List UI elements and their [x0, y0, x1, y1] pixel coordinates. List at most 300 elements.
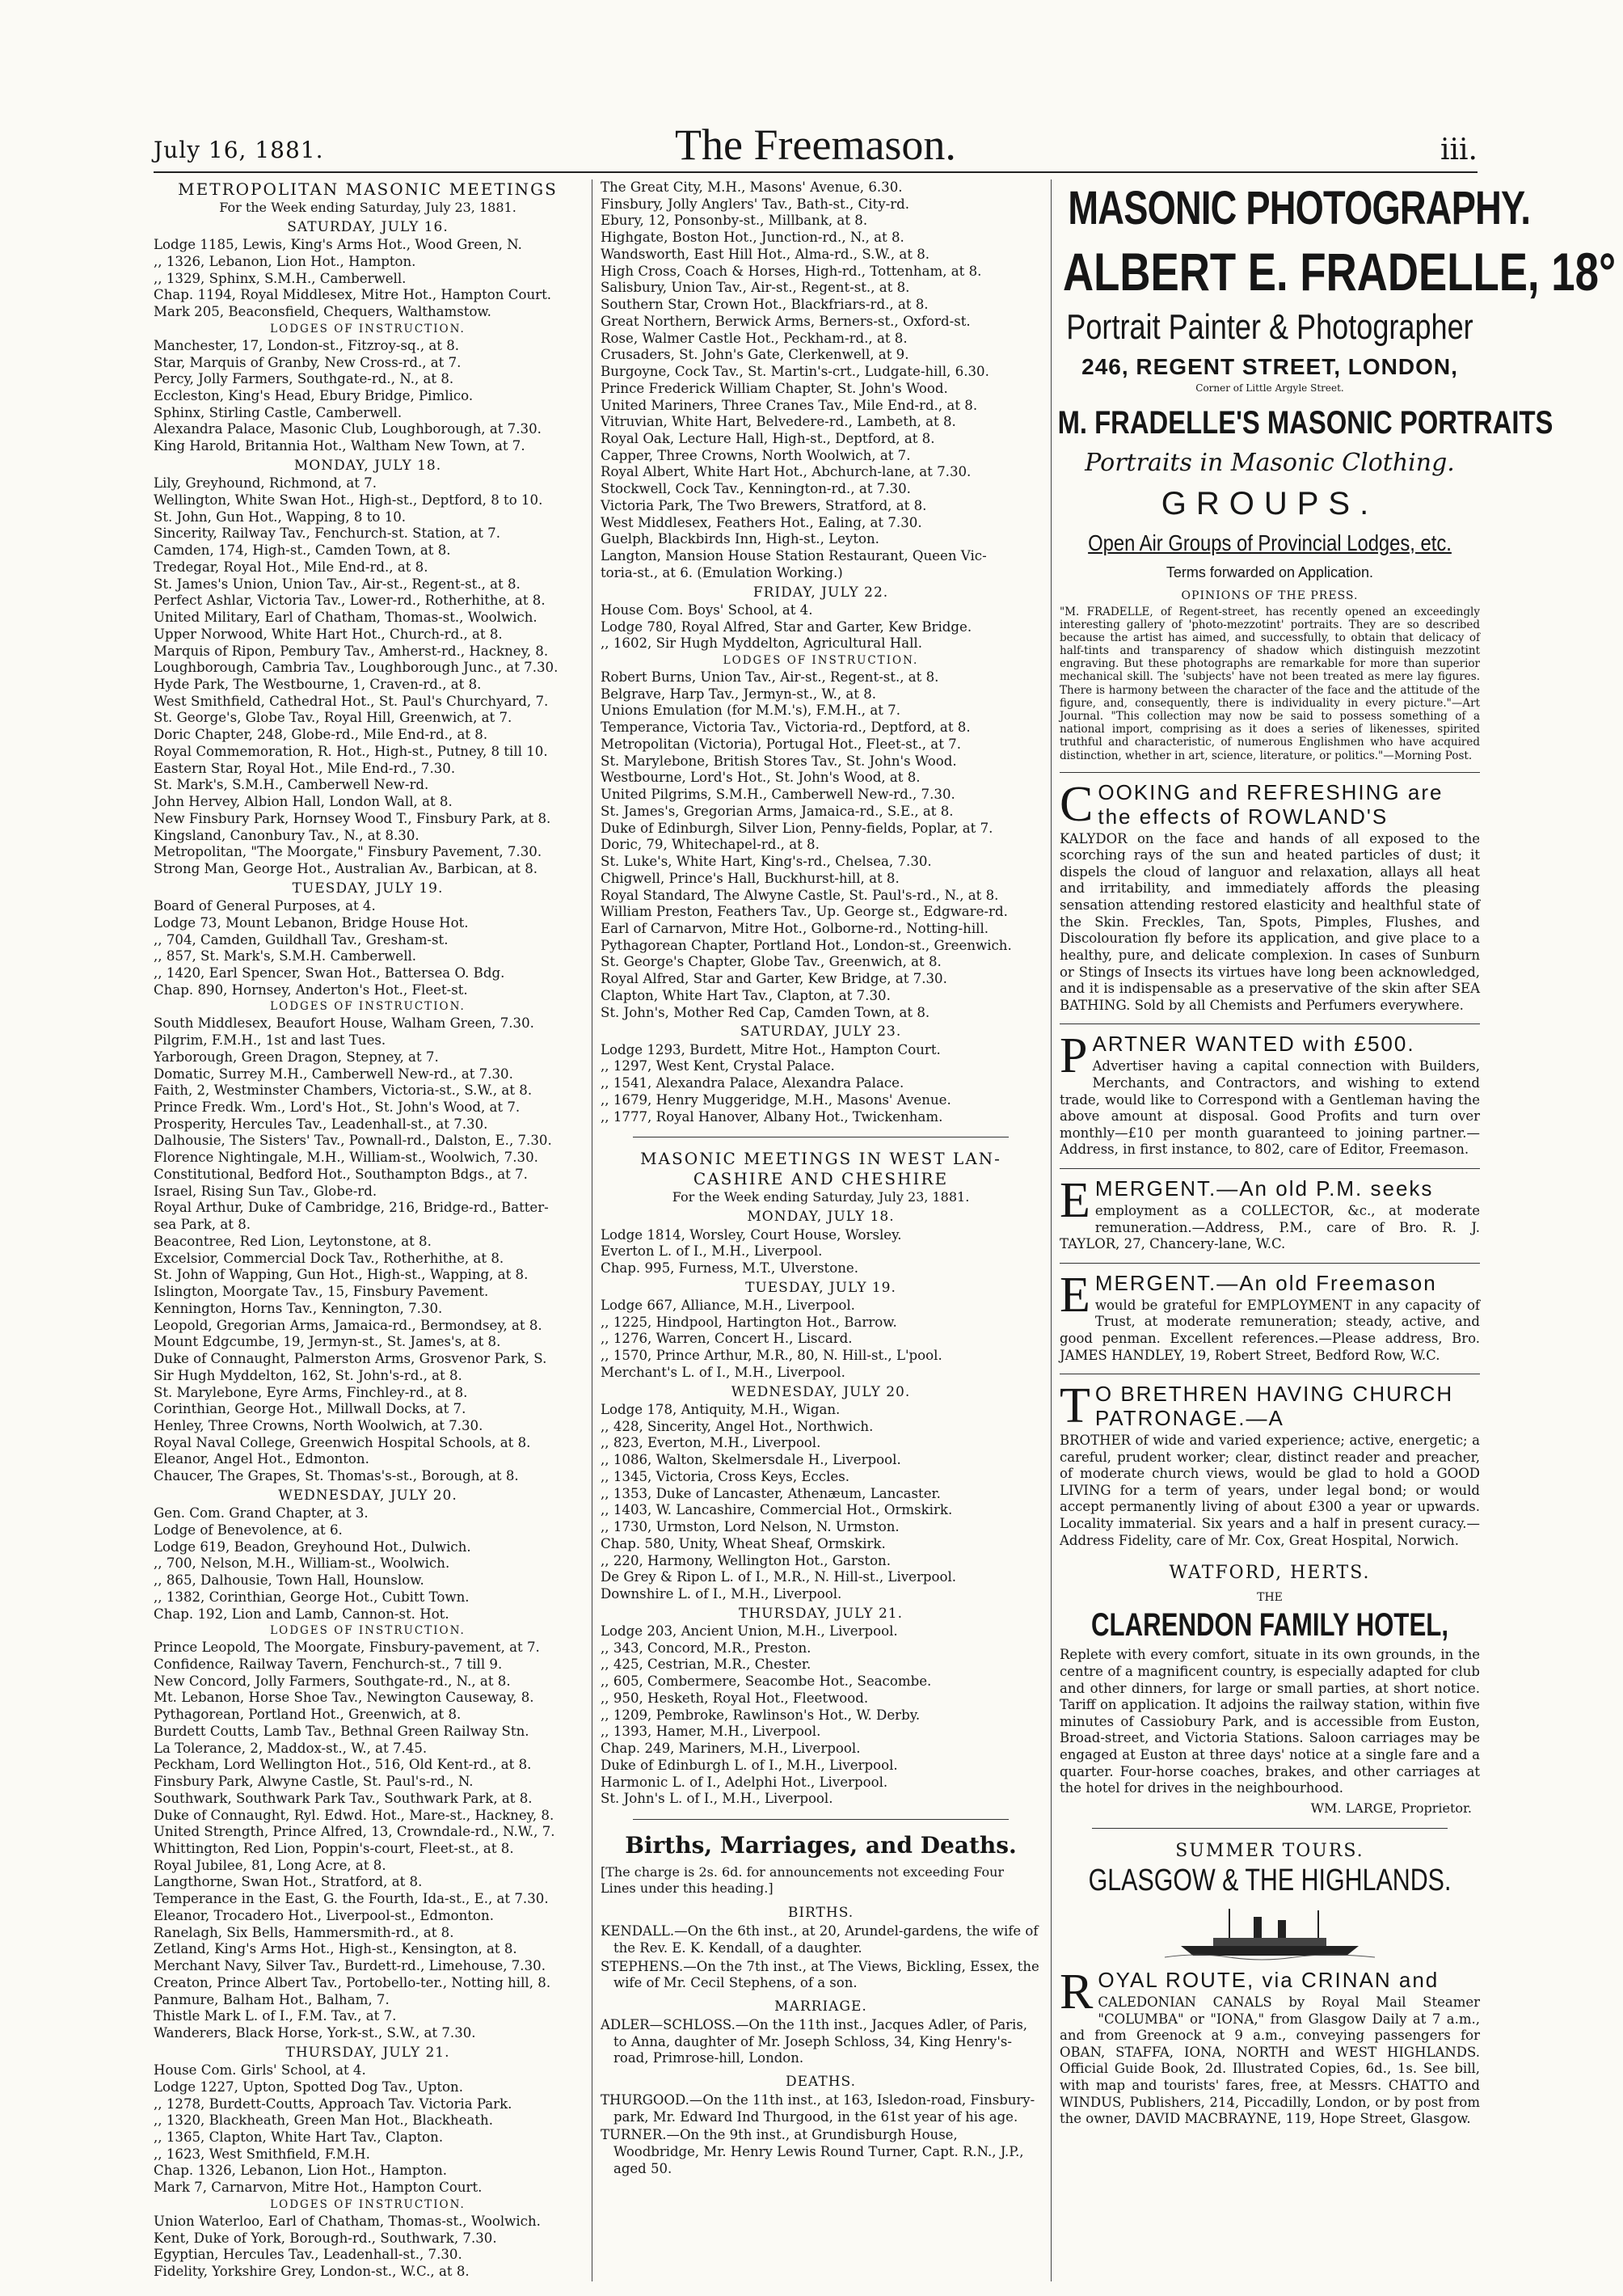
meeting-entry: St. George's Chapter, Globe Tav., Greenwich, at 8.: [601, 954, 942, 970]
meeting-entry: Star, Marquis of Granby, New Cross-rd., at 7.: [154, 354, 462, 370]
meeting-entry: Lodge 667, Alliance, M.H., Liverpool.: [601, 1298, 855, 1313]
meeting-entry: ,, 1086, Walton, Skelmersdale H., Liverpool.: [601, 1452, 901, 1468]
portraits-title: M. FRADELLE'S MASONIC PORTRAITS: [1057, 405, 1553, 441]
meeting-entry: United Strength, Prince Alfred, 13, Crowndale-rd., N.W., 7.: [154, 1824, 555, 1840]
meeting-entry: Prosperity, Hercules Tav., Leadenhall-st., at 7.30.: [154, 1116, 488, 1132]
meeting-entry: St. John's, Mother Red Cap, Camden Town, at 8.: [601, 1004, 930, 1020]
meeting-entry: The Great City, M.H., Masons' Avenue, 6.30.: [601, 179, 903, 195]
drop-cap: E: [1060, 1267, 1090, 1323]
meeting-entry: Lodge 619, Beadon, Greyhound Hot., Dulwich.: [154, 1538, 471, 1555]
meeting-entry: Finsbury Park, Alwyne Castle, St. Paul's-rd., N.: [154, 1774, 474, 1790]
open-air-groups: Open Air Groups of Provincial Lodges, etc.: [1088, 530, 1452, 555]
meeting-entry: ,, 950, Hesketh, Royal Hot., Fleetwood.: [601, 1690, 869, 1706]
meeting-entry: Sincerity, Railway Tav., Fenchurch-st. Station, at 7.: [154, 525, 500, 542]
meeting-entry: Mark 7, Carnarvon, Mitre Hot., Hampton Court.: [154, 2180, 483, 2196]
day-heading: TUESDAY, JULY 19.: [292, 880, 444, 897]
photographer-role: Portrait Painter & Photographer: [1066, 307, 1473, 347]
meeting-list: [601, 1402, 1041, 1603]
meeting-entry: Yarborough, Green Dragon, Stepney, at 7.: [154, 1049, 439, 1065]
meeting-entry: Ranelagh, Six Bells, Hammersmith-rd., at 8.: [154, 1924, 454, 1940]
meeting-entry: ,, 1353, Duke of Lancaster, Athenæum, Lancaster.: [601, 1485, 941, 1501]
meeting-entry: Perfect Ashlar, Victoria Tav., Lower-rd., Rotherhithe, at 8.: [154, 593, 546, 609]
meeting-entry: Highgate, Boston Hot., Junction-rd., N., at 8.: [601, 230, 904, 246]
partner-heading: ARTNER WANTED with £500.: [1092, 1032, 1415, 1057]
meeting-entry: Sir Hugh Myddelton, 162, St. John's-rd., at 8.: [154, 1367, 462, 1383]
meeting-entry: John Hervey, Albion Hall, London Wall, at 8.: [154, 794, 453, 810]
meeting-entry: ,, 857, St. Mark's, S.M.H. Camberwell.: [154, 948, 417, 964]
meeting-entry: Manchester, 17, London-st., Fitzroy-sq., at 8.: [154, 337, 460, 353]
royal-route-text: CALEDONIAN CANALS by Royal Mail Steamer "COLUMBA" or "IONA," from Glasgow Daily at 7 a.m., and from Greenock at 9 a.m., conveying passengers for OBAN, STAFFA, IONA, NORTH and WEST HIGHLANDS. Official Guide Book, 2d. Illustrated Copies, 6d., 1s. See bill, with map and tourists' fares, free, at Messrs. CHATTO and WINDUS, Publishers, 214, Piccadilly, London, or by post from the owner, DAVID MACBRAYNE, 119, Hope Street, Glasgow.: [1060, 1994, 1480, 2127]
photography-title: MASONIC PHOTOGRAPHY.: [1068, 182, 1531, 234]
meeting-entry: United Pilgrims, S.M.H., Camberwell New-rd., 7.30.: [601, 787, 955, 803]
meeting-entry: Pythagorean, Portland Hot., Greenwich, at 8.: [154, 1707, 462, 1723]
meeting-entry: Burdett Coutts, Lamb Tav., Bethnal Green Railway Stn.: [154, 1723, 529, 1739]
emergent-heading-1: MERGENT.—An old P.M. seeks: [1094, 1176, 1434, 1201]
brethren-advert: [1060, 1374, 1480, 1549]
meeting-entry: ,, 1297, West Kent, Crystal Palace.: [601, 1058, 835, 1074]
meeting-entry: Chap. 1194, Royal Middlesex, Mitre Hot., Hampton Court.: [154, 287, 552, 303]
meeting-entry: ,, 1382, Corinthian, George Hot., Cubitt Town.: [154, 1589, 470, 1605]
emergent-text-1: employment as a COLLECTOR, &c., at moderate remuneration.—Address, P.M., care of Bro. R. J. TAYLOR, 27, Chancery-lane, W.C.: [1060, 1202, 1480, 1252]
meeting-entry: ,, 1570, Prince Arthur, M.R., 80, N. Hill-st., L'pool.: [601, 1348, 942, 1364]
meeting-list: [601, 669, 1041, 1021]
meeting-entry: St. Mark's, S.M.H., Camberwell New-rd.: [154, 777, 429, 793]
meeting-entry: Clapton, White Hart Tav., Clapton, at 7.30.: [601, 987, 891, 1003]
meeting-entry: St. James's Union, Union Tav., Air-st., Regent-st., at 8.: [154, 576, 521, 592]
meeting-entry: Chap. 890, Hornsey, Anderton's Hot., Fleet-st.: [154, 981, 468, 998]
meeting-entry: Chap. 249, Mariners, M.H., Liverpool.: [601, 1741, 861, 1757]
portraits-subtitle: Portraits in Masonic Clothing.: [1085, 449, 1455, 477]
hotel-proprietor: WM. LARGE, Proprietor.: [1310, 1800, 1472, 1816]
death-entry: THURGOOD.—On the 11th inst., at 163, Isledon-road, Finsbury-park, Mr. Edward Ind Thurgood, in the 61st year of his age.: [601, 2092, 1035, 2125]
meeting-entry: Vitruvian, White Hart, Belvedere-rd., Lambeth, at 8.: [601, 414, 956, 430]
meeting-entry: Faith, 2, Westminster Chambers, Victoria-st., S.W., at 8.: [154, 1083, 533, 1099]
meeting-entry: Islington, Moorgate Tav., 15, Finsbury Pavement.: [154, 1284, 489, 1300]
instruction-heading: LODGES OF INSTRUCTION.: [270, 2197, 466, 2211]
meeting-entry: ,, 1679, Henry Muggeridge, M.H., Masons' Avenue.: [601, 1091, 951, 1108]
meeting-entry: Tredegar, Royal Hot., Mile End-rd., at 8.: [154, 559, 428, 575]
marriage-heading: MARRIAGE.: [774, 1998, 867, 2015]
meeting-entry: Chap. 580, Unity, Wheat Sheaf, Ormskirk.: [601, 1535, 886, 1551]
photographer-address: 246, REGENT STREET, LONDON,: [1081, 354, 1458, 379]
day-heading: FRIDAY, JULY 22.: [752, 584, 889, 601]
meeting-list: [601, 602, 1041, 652]
meeting-entry: Alexandra Palace, Masonic Club, Loughborough, at 7.30.: [154, 421, 542, 437]
meeting-entry: ,, 1623, West Smithfield, F.M.H.: [154, 2146, 370, 2162]
meeting-entry: ,, 1209, Pembroke, Rawlinson's Hot., W. Derby.: [601, 1707, 921, 1723]
hotel-name: CLARENDON FAMILY HOTEL,: [1090, 1607, 1449, 1644]
address-corner: Corner of Little Argyle Street.: [1195, 382, 1344, 394]
meeting-list: [601, 179, 1041, 582]
meeting-entry: Royal Albert, White Hart Hot., Abchurch-lane, at 7.30.: [601, 464, 972, 480]
meeting-entry: Upper Norwood, White Hart Hot., Church-rd., at 8.: [154, 626, 503, 642]
meeting-entry: Chap. 1326, Lebanon, Lion Hot., Hampton.: [154, 2163, 448, 2179]
meeting-entry: Dalhousie, The Sisters' Tav., Pownall-rd., Dalston, E., 7.30.: [154, 1133, 552, 1149]
meeting-entry: ,, 1393, Hamer, M.H., Liverpool.: [601, 1724, 821, 1740]
emergent-advert-1: [1060, 1168, 1480, 1253]
meeting-entry: St. James's, Gregorian Arms, Jamaica-rd., S.E., at 8.: [601, 803, 954, 819]
meeting-entry: Mark 205, Beaconsfield, Chequers, Walthamstow.: [154, 304, 491, 320]
meeting-entry: ,, 220, Harmony, Wellington Hot., Garston.: [601, 1552, 892, 1568]
meeting-entry: Gen. Com. Grand Chapter, at 3.: [154, 1505, 369, 1522]
meeting-entry: Royal Oak, Lecture Hall, High-st., Deptford, at 8.: [601, 431, 935, 447]
steamer-illustration: [1165, 1906, 1375, 1962]
meeting-entry: Temperance, Victoria Tav., Victoria-rd., Deptford, at 8.: [601, 720, 971, 736]
meeting-entry: Robert Burns, Union Tav., Air-st., Regent-st., at 8.: [601, 669, 939, 685]
meeting-entry: Chigwell, Prince's Hall, Buckhurst-hill, at 8.: [601, 870, 900, 886]
day-heading: MONDAY, JULY 18.: [747, 1209, 895, 1226]
meeting-entry: Whittington, Red Lion, Poppin's-court, Fleet-st., at 8.: [154, 1840, 514, 1856]
meeting-list: [601, 1227, 1041, 1277]
meeting-entry: St. John of Wapping, Gun Hot., High-st., Wapping, at 8.: [154, 1267, 529, 1283]
meeting-entry: Excelsior, Commercial Dock Tav., Rotherhithe, at 8.: [154, 1250, 504, 1266]
masthead-title: The Freemason.: [675, 120, 956, 169]
meeting-entry: Lodge 1293, Burdett, Mitre Hot., Hampton Court.: [601, 1041, 941, 1057]
meeting-entry: Unions Emulation (for M.M.'s), F.M.H., at 7.: [601, 703, 900, 719]
meeting-entry: Capper, Three Crowns, North Woolwich, at 7.: [601, 447, 911, 463]
meeting-entry: Panmure, Balham Hot., Balham, 7.: [154, 1991, 390, 2007]
meeting-entry: Kennington, Horns Tav., Kennington, 7.30.: [154, 1300, 443, 1316]
opinions-heading: OPINIONS OF THE PRESS.: [1181, 589, 1359, 602]
meeting-entry: ,, 1365, Clapton, White Hart Tav., Clapton.: [154, 2129, 444, 2145]
meeting-entry: Kent, Duke of York, Borough-rd., Southwark, 7.30.: [154, 2230, 497, 2246]
meeting-entry: Harmonic L. of I., Adelphi Hot., Liverpool.: [601, 1774, 888, 1790]
meeting-entry: Board of General Purposes, at 4.: [154, 898, 376, 914]
meeting-entry: Beacontree, Red Lion, Leytonstone, at 8.: [154, 1233, 432, 1249]
meeting-entry: New Finsbury Park, Hornsey Wood T., Finsbury Park, at 8.: [154, 810, 551, 826]
birth-entry: STEPHENS.—On the 7th inst., at The Views, Bickling, Essex, the wife of Mr. Cecil Stephens, of a son.: [601, 1958, 1039, 1991]
meeting-entry: House Com. Boys' School, at 4.: [601, 601, 813, 618]
meeting-entry: Duke of Edinburgh, Silver Lion, Penny-fields, Poplar, at 7.: [601, 820, 993, 836]
meeting-entry: Great Northern, Berwick Arms, Berners-st., Oxford-st.: [601, 313, 971, 329]
meeting-entry: Earl of Carnarvon, Mitre Hot., Golborne-rd., Notting-hill.: [601, 920, 989, 936]
meeting-entry: Crusaders, St. John's Gate, Clerkenwell, at 9.: [601, 347, 909, 363]
meeting-entry: Prince Leopold, The Moorgate, Finsbury-pavement, at 7.: [154, 1640, 540, 1656]
meeting-entry: Royal Jubilee, 81, Long Acre, at 8.: [154, 1857, 386, 1873]
meeting-entry: Confidence, Railway Tavern, Fenchurch-st., 7 till 9.: [154, 1656, 503, 1672]
meeting-entry: ,, 823, Everton, M.H., Liverpool.: [601, 1435, 821, 1451]
meeting-entry: ,, 1225, Hindpool, Hartington Hot., Barrow.: [601, 1314, 897, 1330]
meeting-entry: Lily, Greyhound, Richmond, at 7.: [154, 475, 377, 492]
meeting-entry: St. Marylebone, Eyre Arms, Finchley-rd., at 8.: [154, 1384, 468, 1400]
meeting-entry: toria-st., at 6. (Emulation Working.): [601, 564, 843, 580]
death-entry: TURNER.—On the 9th inst., at Grundisburgh House, Woodbridge, Mr. Henry Lewis Round Turner, Capt. R.N., J.P., aged 50.: [601, 2127, 1024, 2176]
meeting-entry: ,, 1541, Alexandra Palace, Alexandra Palace.: [601, 1075, 904, 1091]
meeting-entry: De Grey & Ripon L. of I., M.R., N. Hill-st., Liverpool.: [601, 1569, 957, 1585]
meeting-entry: Union Waterloo, Earl of Chatham, Thomas-st., Woolwich.: [154, 2213, 541, 2229]
meeting-entry: ,, 1602, Sir Hugh Myddelton, Agricultural Hall.: [601, 635, 923, 652]
brethren-heading: O BRETHREN HAVING CHURCH PATRONAGE.—A: [1094, 1382, 1454, 1431]
meeting-entry: La Tolerance, 2, Maddox-st., W., at 7.45.: [154, 1740, 428, 1756]
day-heading: THURSDAY, JULY 21.: [285, 2044, 450, 2061]
rowland-advert: [1060, 772, 1480, 1015]
meeting-entry: Lodge 203, Ancient Union, M.H., Liverpool.: [601, 1623, 898, 1639]
meeting-entry: ,, 425, Cestrian, M.R., Chester.: [601, 1657, 812, 1673]
meeting-list: [154, 2214, 582, 2281]
meeting-entry: ,, 1403, W. Lancashire, Commercial Hot., Ormskirk.: [601, 1502, 953, 1518]
lancashire-subtitle: For the Week ending Saturday, July 23, 1881.: [672, 1189, 970, 1205]
meeting-entry: Mount Edgcumbe, 19, Jermyn-st., St. James's, at 8.: [154, 1334, 501, 1350]
meeting-entry: Merchant Navy, Silver Tav., Burdett-rd., Limehouse, 7.30.: [154, 1958, 546, 1974]
meeting-entry: ,, 1420, Earl Spencer, Swan Hot., Battersea O. Bdg.: [154, 965, 505, 981]
meeting-list: [154, 338, 582, 455]
meeting-entry: Israel, Rising Sun Tav., Globe-rd.: [154, 1183, 377, 1199]
drop-cap: T: [1060, 1378, 1090, 1434]
meeting-entry: ,, 1320, Blackheath, Green Man Hot., Blackheath.: [154, 2112, 494, 2129]
meeting-entry: Pilgrim, F.M.H., 1st and last Tues.: [154, 1032, 386, 1049]
meeting-entry: Leopold, Gregorian Arms, Jamaica-rd., Bermondsey, at 8.: [154, 1317, 542, 1333]
meeting-list: [154, 237, 582, 321]
glasgow-heading: GLASGOW & THE HIGHLANDS.: [1088, 1863, 1452, 1898]
partner-text: Advertiser having a capital connection with Builders, Merchants, and Contractors, and wishing to extend trade, would like to Correspond with a Gentleman having the above amount at disposal. Good Profits and turn over monthly—£10 per month guaranteed to joining partner.—Address, in first instance, to 802, care of Editor, Freemason.: [1060, 1058, 1480, 1158]
partner-advert: [1060, 1023, 1480, 1159]
royal-route-heading: OYAL ROUTE, via CRINAN and: [1098, 1967, 1440, 1992]
meeting-entry: Lodge 780, Royal Alfred, Star and Garter, Kew Bridge.: [601, 618, 972, 635]
meeting-entry: Eccleston, King's Head, Ebury Bridge, Pimlico.: [154, 388, 474, 403]
meeting-entry: Southern Star, Crown Hot., Blackfriars-rd., at 8.: [601, 297, 929, 313]
meeting-entry: Marquis of Ripon, Pembury Tav., Amherst-rd., Hackney, 8.: [154, 643, 549, 659]
meeting-entry: ,, 1276, Warren, Concert H., Liscard.: [601, 1331, 853, 1347]
meeting-entry: Chaucer, The Grapes, St. Thomas's-st., Borough, at 8.: [154, 1468, 519, 1484]
day-heading: THURSDAY, JULY 21.: [739, 1605, 903, 1622]
births-heading: BIRTHS.: [787, 1905, 854, 1922]
meeting-entry: Duke of Connaught, Ryl. Edwd. Hot., Mare-st., Hackney, 8.: [154, 1807, 554, 1823]
emergent-heading-2: MERGENT.—An old Freemason: [1094, 1270, 1437, 1295]
meeting-entry: ,, 605, Combermere, Seacombe Hot., Seacombe.: [601, 1673, 932, 1690]
watford-heading: WATFORD, HERTS.: [1169, 1563, 1371, 1584]
drop-cap: E: [1060, 1173, 1090, 1229]
birth-entry: KENDALL.—On the 6th inst., at 20, Arundel-gardens, the wife of the Rev. E. K. Kendall, of a daughter.: [601, 1923, 1039, 1956]
meeting-entry: ,, 704, Camden, Guildhall Tav., Gresham-st.: [154, 931, 449, 948]
photographer-name: ALBERT E. FRADELLE, 18°: [1063, 241, 1617, 302]
meeting-list: [154, 475, 582, 878]
meeting-entry: Lodge 1227, Upton, Spotted Dog Tav., Upton.: [154, 2079, 463, 2095]
meeting-list: [154, 2062, 582, 2197]
meeting-entry: Fidelity, Yorkshire Grey, London-st., W.C., at 8.: [154, 2264, 470, 2279]
meeting-entry: Peckham, Lord Wellington Hot., 516, Old Kent-rd., at 8.: [154, 1757, 532, 1773]
groups-title: GROUPS.: [1161, 485, 1379, 521]
instruction-heading: LODGES OF INSTRUCTION.: [270, 322, 466, 336]
meeting-entry: Domatic, Surrey M.H., Camberwell New-rd., at 7.30.: [154, 1066, 513, 1082]
meeting-entry: Wellington, White Swan Hot., High-st., Deptford, 8 to 10.: [154, 492, 543, 508]
meeting-entry: Zetland, King's Arms Hot., High-st., Kensington, at 8.: [154, 1941, 517, 1957]
meeting-entry: Metropolitan (Victoria), Portugal Hot., Fleet-st., at 7.: [601, 736, 961, 752]
metropolitan-title: METROPOLITAN MASONIC MEETINGS: [178, 179, 558, 199]
meeting-entry: United Mariners, Three Cranes Tav., Mile End-rd., at 8.: [601, 397, 978, 413]
meeting-list: [154, 1640, 582, 2042]
meeting-entry: Kingsland, Canonbury Tav., N., at 8.30.: [154, 827, 419, 843]
meeting-entry: Royal Standard, The Alwyne Castle, St. Paul's-rd., N., at 8.: [601, 887, 999, 903]
meeting-list: [154, 898, 582, 998]
meeting-entry: Pythagorean Chapter, Portland Hot., London-st., Greenwich.: [601, 937, 1012, 953]
meeting-entry: St. Marylebone, British Stores Tav., St. John's Wood.: [601, 753, 957, 769]
meeting-entry: King Harold, Britannia Hot., Waltham New Town, at 7.: [154, 438, 525, 454]
meeting-entry: Temperance in the East, G. the Fourth, Ida-st., E., at 7.30.: [154, 1891, 549, 1907]
meeting-entry: Constitutional, Bedford Hot., Southampton Bdgs., at 7.: [154, 1166, 528, 1182]
meeting-entry: Prince Frederick William Chapter, St. John's Wood.: [601, 380, 948, 396]
meeting-entry: Merchant's L. of I., M.H., Liverpool.: [601, 1364, 845, 1380]
meeting-entry: Everton L. of I., M.H., Liverpool.: [601, 1243, 823, 1260]
meeting-entry: Downshire L. of I., M.H., Liverpool.: [601, 1586, 842, 1602]
day-heading: WEDNESDAY, JULY 20.: [278, 1487, 457, 1504]
meeting-entry: Eastern Star, Royal Hot., Mile End-rd., 7.30.: [154, 760, 456, 776]
column-metropolitan: [154, 179, 582, 2281]
bmd-title: Births, Marriages, and Deaths.: [625, 1832, 1017, 1859]
hotel-the: THE: [1257, 1590, 1283, 1604]
hotel-text: Replete with every comfort, situate in its own grounds, in the centre of a magnificent country, is especially adapted for club and other dinners, for large or small parties, at short notice. Tariff on application. It adjoins the railway station, within five minutes of Cassiobury Park, and is accessible from Euston, Broad-street, and Victoria Stations. Saloon carriages may be engaged at Euston at three days' notice at a single fare and a quarter. Four-horse coaches, brakes, and other carriages at the hotel for drives in the neighbourhood.: [1060, 1647, 1480, 1796]
meeting-entry: New Concord, Jolly Farmers, Southgate-rd., N., at 8.: [154, 1673, 511, 1689]
meeting-entry: ,, 1278, Burdett-Coutts, Approach Tav. Victoria Park.: [154, 2096, 512, 2112]
day-heading: SATURDAY, JULY 16.: [287, 219, 449, 235]
meeting-entry: ,, 1730, Urmston, Lord Nelson, N. Urmston.: [601, 1519, 900, 1535]
meeting-list: [601, 1042, 1041, 1126]
death-list: [601, 2092, 1041, 2177]
instruction-heading: LODGES OF INSTRUCTION.: [270, 1000, 466, 1014]
meeting-entry: Salisbury, Union Tav., Air-st., Regent-st., at 8.: [601, 280, 910, 296]
drop-cap: P: [1060, 1028, 1088, 1084]
section-divider: [633, 1819, 1009, 1820]
rowland-text: KALYDOR on the face and hands of all exposed to the scorching rays of the sun and heated particles of dust; it dispels the cloud of languor and relaxation, allays all heat and irritability, and immediately affords the pleasing sensation attending restored elasticity and healthful state of the Skin. Freckles, Tan, Spots, Pimples, Flushes, and Discolouration fly before its application, and give place to a healthy, pure, and delicate complexion. In cases of Sunburn or Stings of Insects its virtues have long been acknowledged, and it is indispensable as a preservative of the skin after SEA BATHING. Sold by all Chemists and Perfumers everywhere.: [1060, 830, 1480, 1013]
deaths-heading: DEATHS.: [786, 2073, 856, 2090]
column-middle: [592, 179, 1041, 2281]
summer-tours-heading: SUMMER TOURS.: [1175, 1840, 1364, 1861]
meeting-entry: St. Luke's, White Hart, King's-rd., Chelsea, 7.30.: [601, 854, 932, 870]
meeting-entry: St. John's L. of I., M.H., Liverpool.: [601, 1791, 833, 1807]
meeting-entry: Guelph, Blackbirds Inn, High-st., Leyton.: [601, 531, 879, 547]
meeting-entry: Ebury, 12, Ponsonby-st., Millbank, at 8.: [601, 213, 868, 229]
meeting-list: [601, 1298, 1041, 1382]
page-header: [154, 113, 1478, 173]
metropolitan-subtitle: For the Week ending Saturday, July 23, 1881.: [219, 200, 516, 215]
press-opinions: "M. FRADELLE, of Regent-street, has recently opened an exceedingly interesting gallery of 'photo-mezzotint' portraits. They are so described because the artist has aimed, and successfully, to obtain that delicacy of half-tints and transparency of shadow which distinguish mezzotint engraving. But these photographs are remarkable for more than superior mechanical skill. The 'subjects' have not been treated as mere lay figures. There is harmony between the character of the face and the attitude of the figure, and, consequently, there is individuality in every picture."—Art Journal. "This collection may now be said to possess something of a national import, comprising as it does a series of likenesses, spirited truthful and characteristic, of numerous Englishmen who have acquired distinction, whether in art, science, literature, or politics."—Morning Post.: [1060, 605, 1480, 762]
meeting-entry: Finsbury, Jolly Anglers' Tav., Bath-st., City-rd.: [601, 196, 910, 212]
meeting-entry: Southwark, Southwark Park Tav., Southwark Park, at 8.: [154, 1790, 533, 1806]
meeting-entry: Eleanor, Trocadero Hot., Liverpool-st., Edmonton.: [154, 1907, 494, 1923]
day-heading: MONDAY, JULY 18.: [293, 457, 442, 474]
meeting-entry: Doric, 79, Whitechapel-rd., at 8.: [601, 837, 820, 853]
meeting-entry: Loughborough, Cambria Tav., Loughborough Junc., at 7.30.: [154, 660, 559, 676]
rowland-heading: OOKING and REFRESHING are the effects of ROWLAND'S: [1098, 779, 1444, 829]
drop-cap: C: [1060, 776, 1094, 832]
meeting-entry: Henley, Three Crowns, North Woolwich, at 7.30.: [154, 1417, 483, 1433]
meeting-entry: ,, 1326, Lebanon, Lion Hot., Hampton.: [154, 253, 416, 269]
meeting-entry: Royal Commemoration, R. Hot., High-st., Putney, 8 till 10.: [154, 743, 548, 759]
meeting-entry: Burgoyne, Cock Tav., St. Martin's-crt., Ludgate-hill, 6.30.: [601, 364, 989, 380]
meeting-entry: South Middlesex, Beaufort House, Walham Green, 7.30.: [154, 1015, 534, 1032]
meeting-entry: Egyptian, Hercules Tav., Leadenhall-st., 7.30.: [154, 2247, 462, 2263]
meeting-entry: Lodge of Benevolence, at 6.: [154, 1522, 343, 1538]
meeting-entry: Eleanor, Angel Hot., Edmonton.: [154, 1451, 369, 1467]
meeting-entry: St. John, Gun Hot., Wapping, 8 to 10.: [154, 509, 407, 525]
meeting-entry: Chap. 995, Furness, M.T., Ulverstone.: [601, 1260, 858, 1277]
terms-line: Terms forwarded on Application.: [1166, 563, 1374, 580]
meeting-entry: Wanderers, Black Horse, York-st., S.W., at 7.30.: [154, 2025, 476, 2041]
marriage-entry: ADLER—SCHLOSS.—On the 11th inst., Jacques Adler, of Paris, to Anna, daughter of Mr. Joseph Schloss, 34, King Henry's-road, Primrose-hill, London.: [601, 2017, 1028, 2066]
meeting-entry: Belgrave, Harp Tav., Jermyn-st., W., at 8.: [601, 686, 877, 702]
meeting-entry: United Military, Earl of Chatham, Thomas-st., Woolwich.: [154, 610, 537, 626]
meeting-entry: Camden, 174, High-st., Camden Town, at 8.: [154, 542, 451, 559]
issue-date: July 16, 1881.: [154, 137, 324, 163]
meeting-entry: Royal Arthur, Duke of Cambridge, 216, Bridge-rd., Batter-: [154, 1200, 549, 1216]
meeting-entry: Metropolitan, "The Moorgate," Finsbury Pavement, 7.30.: [154, 844, 542, 860]
meeting-entry: ,, 1329, Sphinx, S.M.H., Camberwell.: [154, 270, 407, 286]
meeting-entry: ,, 1777, Royal Hanover, Albany Hot., Twickenham.: [601, 1108, 943, 1125]
birth-list: [601, 1923, 1041, 1992]
meeting-entry: Rose, Walmer Castle Hot., Peckham-rd., at 8.: [601, 330, 908, 346]
meeting-entry: Westbourne, Lord's Hot., St. John's Wood, at 8.: [601, 770, 921, 786]
column-advertisements: [1051, 179, 1617, 2281]
instruction-heading: LODGES OF INSTRUCTION.: [270, 1624, 466, 1638]
marriage-list: [601, 2017, 1041, 2067]
lancashire-title: MASONIC MEETINGS IN WEST LAN-: [640, 1149, 1001, 1169]
meeting-entry: Doric Chapter, 248, Globe-rd., Mile End-rd., at 8.: [154, 727, 488, 743]
meeting-entry: Victoria Park, The Two Brewers, Stratford, at 8.: [601, 497, 927, 513]
meeting-entry: Hyde Park, The Westbourne, 1, Craven-rd., at 8.: [154, 677, 482, 692]
meeting-entry: Lodge 73, Mount Lebanon, Bridge House Hot.: [154, 914, 469, 931]
meeting-entry: West Middlesex, Feathers Hot., Ealing, at 7.30.: [601, 514, 922, 530]
section-divider: [1092, 1828, 1448, 1829]
meeting-entry: sea Park, at 8.: [154, 1217, 251, 1233]
meeting-entry: ,, 428, Sincerity, Angel Hot., Northwich.: [601, 1418, 874, 1434]
meeting-entry: Sphinx, Stirling Castle, Camberwell.: [154, 404, 403, 420]
meeting-entry: House Com. Girls' School, at 4.: [154, 2062, 366, 2079]
meeting-entry: Royal Naval College, Greenwich Hospital Schools, at 8.: [154, 1434, 531, 1450]
instruction-heading: LODGES OF INSTRUCTION.: [723, 654, 919, 668]
day-heading: SATURDAY, JULY 23.: [740, 1023, 902, 1040]
emergent-text-2: would be grateful for EMPLOYMENT in any capacity of Trust, at moderate remuneration; steady, active, and good penman. Excellent references.—Please address, Bro. JAMES HANDLEY, 19, Robert Street, Bedford Row, W.C.: [1060, 1297, 1480, 1363]
lancashire-title-2: CASHIRE AND CHESHIRE: [693, 1169, 949, 1189]
meeting-entry: ,, 865, Dalhousie, Town Hall, Hounslow.: [154, 1572, 424, 1589]
meeting-list: [154, 1505, 582, 1623]
meeting-entry: Mt. Lebanon, Horse Shoe Tav., Newington Causeway, 8.: [154, 1690, 534, 1706]
meeting-entry: Prince Fredk. Wm., Lord's Hot., St. John's Wood, at 7.: [154, 1099, 521, 1116]
drop-cap: R: [1060, 1964, 1094, 2020]
meeting-entry: Lodge 1814, Worsley, Court House, Worsley.: [601, 1226, 902, 1243]
meeting-list: [601, 1623, 1041, 1808]
meeting-entry: Strong Man, George Hot., Australian Av., Barbican, at 8.: [154, 861, 538, 877]
meeting-entry: Chap. 192, Lion and Lamb, Cannon-st. Hot.: [154, 1606, 449, 1622]
emergent-advert-2: [1060, 1263, 1480, 1364]
meeting-entry: St. George's, Globe Tav., Royal Hill, Greenwich, at 7.: [154, 710, 512, 726]
meeting-entry: West Smithfield, Cathedral Hot., St. Paul's Churchyard, 7.: [154, 693, 549, 709]
meeting-entry: Lodge 1185, Lewis, King's Arms Hot., Wood Green, N.: [154, 237, 522, 253]
meeting-entry: Florence Nightingale, M.H., William-st., Woolwich, 7.30.: [154, 1150, 538, 1166]
meeting-entry: Stockwell, Cock Tav., Kennington-rd., at 7.30.: [601, 481, 911, 497]
meeting-entry: Corinthian, George Hot., Millwall Docks, at 7.: [154, 1401, 466, 1417]
meeting-entry: Wandsworth, East Hill Hot., Alma-rd., S.W., at 8.: [601, 246, 930, 262]
meeting-entry: ,, 700, Nelson, M.H., William-st., Woolwich.: [154, 1555, 450, 1572]
day-heading: WEDNESDAY, JULY 20.: [731, 1383, 911, 1400]
meeting-entry: Langton, Mansion House Station Restaurant, Queen Vic-: [601, 548, 987, 564]
meeting-entry: Langthorne, Swan Hot., Stratford, at 8.: [154, 1874, 423, 1890]
bmd-note: [The charge is 2s. 6d. for announcements not exceeding Four Lines under this heading.]: [601, 1864, 1005, 1897]
meeting-entry: Creaton, Prince Albert Tav., Portobello-ter., Notting hill, 8.: [154, 1974, 551, 1990]
royal-route-advert: [1060, 1964, 1480, 2128]
meeting-entry: Thistle Mark L. of I., F.M. Tav., at 7.: [154, 2008, 397, 2024]
meeting-entry: Duke of Edinburgh L. of I., M.H., Liverpool.: [601, 1757, 898, 1773]
meeting-entry: High Cross, Coach & Horses, High-rd., Tottenham, at 8.: [601, 263, 982, 279]
meeting-entry: ,, 343, Concord, M.R., Preston.: [601, 1640, 812, 1656]
page-number: iii.: [1440, 133, 1478, 167]
meeting-entry: ,, 1345, Victoria, Cross Keys, Eccles.: [601, 1468, 849, 1484]
brethren-text: BROTHER of wide and varied experience; active, energetic; a careful, prudent worker; clear, distinct reader and preacher, of moderate church views, would be glad to hold a GOOD LIVING for a term of years, under legal bond; or would accept permanently living of about £300 a year or upwards. Locality immaterial. Six years and a half in present curacy.—Address Fidelity, care of Mr. Cox, Great Hospital, Norwich.: [1060, 1432, 1480, 1548]
meeting-entry: Royal Alfred, Star and Garter, Kew Bridge, at 7.30.: [601, 971, 947, 987]
meeting-list: [154, 1015, 582, 1485]
meeting-entry: William Preston, Feathers Tav., Up. George st., Edgware-rd.: [601, 904, 1008, 920]
day-heading: TUESDAY, JULY 19.: [745, 1279, 896, 1296]
meeting-entry: Percy, Jolly Farmers, Southgate-rd., N., at 8.: [154, 371, 454, 387]
meeting-entry: Duke of Connaught, Palmerston Arms, Grosvenor Park, S.: [154, 1351, 547, 1367]
